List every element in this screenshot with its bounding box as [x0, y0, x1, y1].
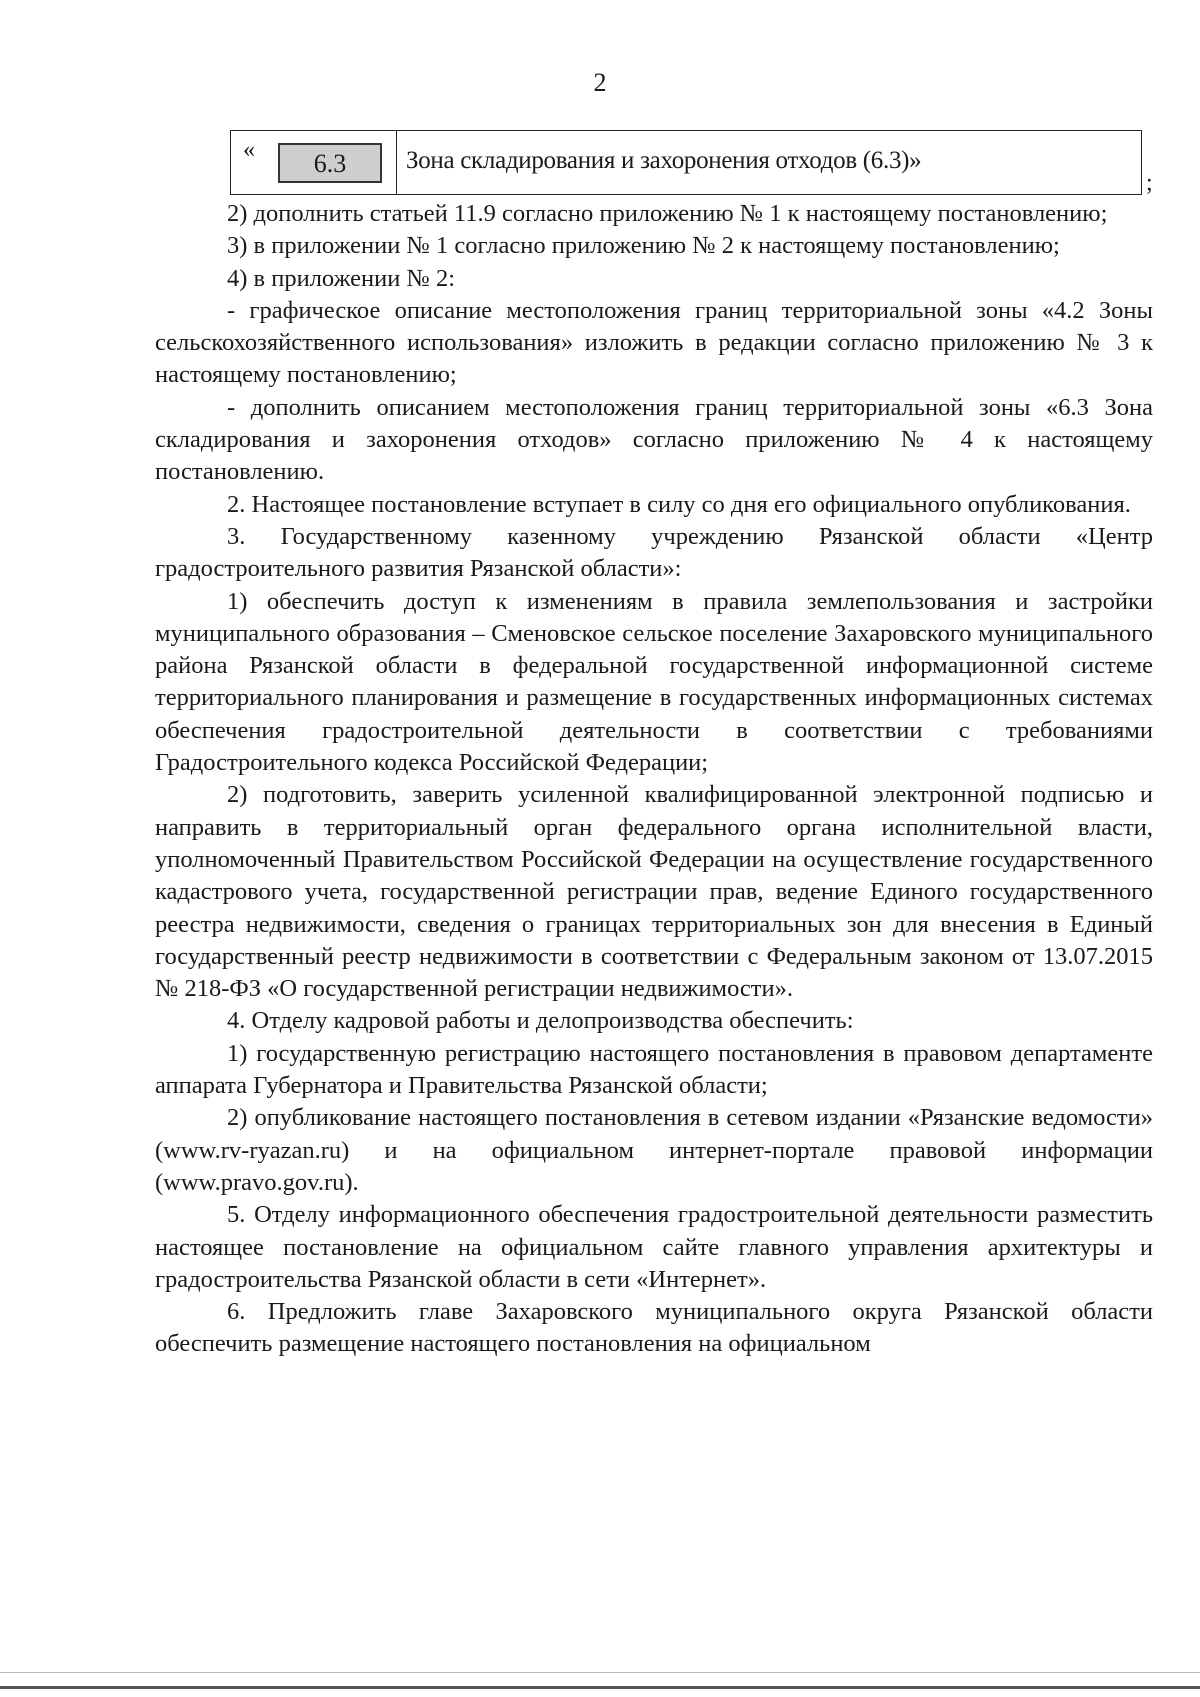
paragraph: 3) в приложении № 1 согласно приложению № 2 к настоящему постановлению;: [227, 232, 1060, 260]
zone-table-row: [230, 130, 1142, 195]
paragraph: - графическое описание местоположения границ территориальной зоны «4.2 Зоны сельскохозяйственного использования» изложить в редакции согласно приложению № 3 к настоящему постановлению;: [155, 296, 1153, 389]
table-divider: [396, 131, 397, 194]
paragraph: 5. Отделу информационного обеспечения градостроительной деятельности разместить настоящее постановление на официальном сайте главного управления архитектуры и градостроительства Рязанской области в сети «Интернет».: [155, 1201, 1153, 1293]
paragraph: 1) обеспечить доступ к изменениям в правила землепользования и застройки муниципального образования – Сменовское сельское поселение Захаровского муниципального района Рязанской области в федеральной государственной информационной системе территориального планирования и размещение в государственных информационных системах обеспечения градостроительной деятельности в соответствии с требованиями Градостроительного кодекса Российской Федерации;: [155, 587, 1153, 777]
paragraph: 4) в приложении № 2:: [227, 264, 456, 292]
zone-name-cell: Зона складирования и захоронения отходов (6.3)»: [406, 147, 922, 174]
paragraph: 6. Предложить главе Захаровского муниципального округа Рязанской области обеспечить размещение настоящего постановления на официальном: [155, 1298, 1153, 1358]
paragraph: 4. Отделу кадровой работы и делопроизводства обеспечить:: [227, 1007, 854, 1035]
paragraph: 2) дополнить статьей 11.9 согласно приложению № 1 к настоящему постановлению;: [227, 200, 1108, 227]
scan-edge-faint: [0, 1672, 1200, 1673]
paragraph: 1) государственную регистрацию настоящего постановления в правовом департаменте аппарата Губернатора и Правительства Рязанской области;: [155, 1039, 1153, 1100]
paragraph: - дополнить описанием местоположения границ территориальной зоны «6.3 Зона складирования и захоронения отходов» согласно приложению № 4 к настоящему постановлению.: [155, 393, 1153, 486]
quote-open: «: [243, 137, 255, 163]
zone-code-cell: 6.3: [278, 143, 382, 183]
paragraph: 2) опубликование настоящего постановления в сетевом издании «Рязанские ведомости» (www.rv-ryazan.ru) и на официальном интернет-портале правовой информации (www.pravo.gov.ru).: [155, 1104, 1153, 1196]
paragraph: 2) подготовить, заверить усиленной квалифицированной электронной подписью и направить в территориальный орган федерального органа исполнительной власти, уполномоченный Правительством Российской Федерации на осуществление государственного кадастрового учета, государственной регистрации прав, ведение Единого государственного реестра недвижимости, сведения о границах территориальных зон для внесения в Единый государственный реестр недвижимости в соответствии с Федеральным законом от 13.07.2015 № 218-ФЗ «О государственной регистрации недвижимости».: [155, 781, 1153, 1003]
paragraph: 3. Государственному казенному учреждению Рязанской области «Центр градостроительного развития Рязанской области»:: [155, 522, 1153, 583]
page-number: 2: [593, 68, 607, 97]
body-text: [155, 198, 1153, 1361]
scan-edge: [0, 1686, 1200, 1689]
paragraph: 2. Настоящее постановление вступает в силу со дня его официального опубликования.: [227, 490, 1131, 518]
table-semicolon: ;: [1146, 170, 1153, 196]
